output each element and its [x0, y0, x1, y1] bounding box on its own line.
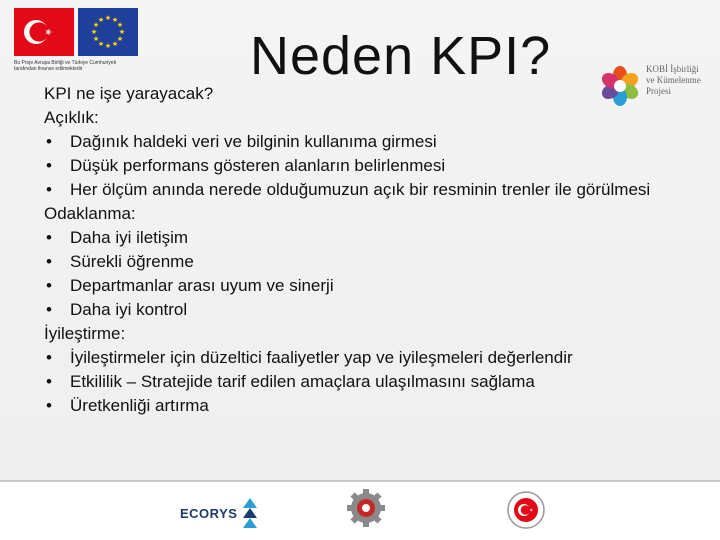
turkey-flag-icon — [14, 8, 74, 56]
slide-title: Neden KPI? — [250, 26, 552, 86]
section-list-odaklanma — [44, 226, 684, 322]
list-item: • Departmanlar arası uyum ve sinerji — [44, 274, 684, 298]
ecorys-logo-text: ECORYS — [180, 505, 238, 521]
slide-body — [44, 82, 684, 418]
svg-text:★: ★ — [118, 28, 126, 36]
svg-text:★: ★ — [104, 42, 112, 50]
list-item: • Dağınık haldeki veri ve bilginin kullanıma girmesi — [44, 130, 684, 154]
svg-text:★: ★ — [104, 14, 112, 22]
seal-logo-icon — [506, 490, 546, 530]
funding-caption: Bu Proje Avrupa Birliği ve Türkiye Cumhuriyeti tarafından finanse edilmektedir — [14, 60, 117, 72]
section-list-iyilestirme — [44, 346, 684, 418]
kobi-line-2: ve Kümelenme — [646, 75, 701, 85]
svg-text:★: ★ — [116, 21, 124, 29]
svg-text:★: ★ — [90, 28, 98, 36]
svg-text:★: ★ — [111, 40, 119, 48]
footer-logo-bar — [0, 482, 720, 540]
kobi-line-1: KOBİ İşbirliği — [646, 64, 699, 74]
svg-text:★: ★ — [92, 21, 100, 29]
svg-text:★: ★ — [97, 40, 105, 48]
kobi-line-3: Projesi — [646, 86, 672, 96]
list-item: • Her ölçüm anında nerede olduğumuzun açık bir resminin trenler ile görülmesi — [44, 178, 684, 202]
svg-text:★: ★ — [111, 16, 119, 24]
list-item: • Düşük performans gösteren alanların belirlenmesi — [44, 154, 684, 178]
eu-flag-icon — [78, 8, 138, 56]
ecorys-logo — [180, 496, 259, 530]
list-item: • Üretkenliği artırma — [44, 394, 684, 418]
svg-text:★: ★ — [116, 35, 124, 43]
ecorys-logo-icon — [241, 496, 259, 530]
intro-question: KPI ne işe yarayacak? — [44, 84, 214, 103]
section-list-aciklik — [44, 130, 684, 202]
section-heading-odaklanma: Odaklanma: — [44, 204, 136, 223]
gear-logo-icon — [346, 488, 386, 528]
top-left-logos — [14, 8, 142, 78]
svg-text:★: ★ — [92, 35, 100, 43]
list-item: • Daha iyi iletişim — [44, 226, 684, 250]
svg-text:★: ★ — [97, 16, 105, 24]
list-item: • Etkililik – Stratejide tarif edilen amaçlara ulaşılmasını sağlama — [44, 370, 684, 394]
list-item: • İyileştirmeler için düzeltici faaliyetler yap ve iyileşmeleri değerlendir — [44, 346, 684, 370]
section-heading-aciklik: Açıklık: — [44, 108, 99, 127]
list-item: • Daha iyi kontrol — [44, 298, 684, 322]
list-item: • Sürekli öğrenme — [44, 250, 684, 274]
section-heading-iyilestirme: İyileştirme: — [44, 324, 126, 343]
